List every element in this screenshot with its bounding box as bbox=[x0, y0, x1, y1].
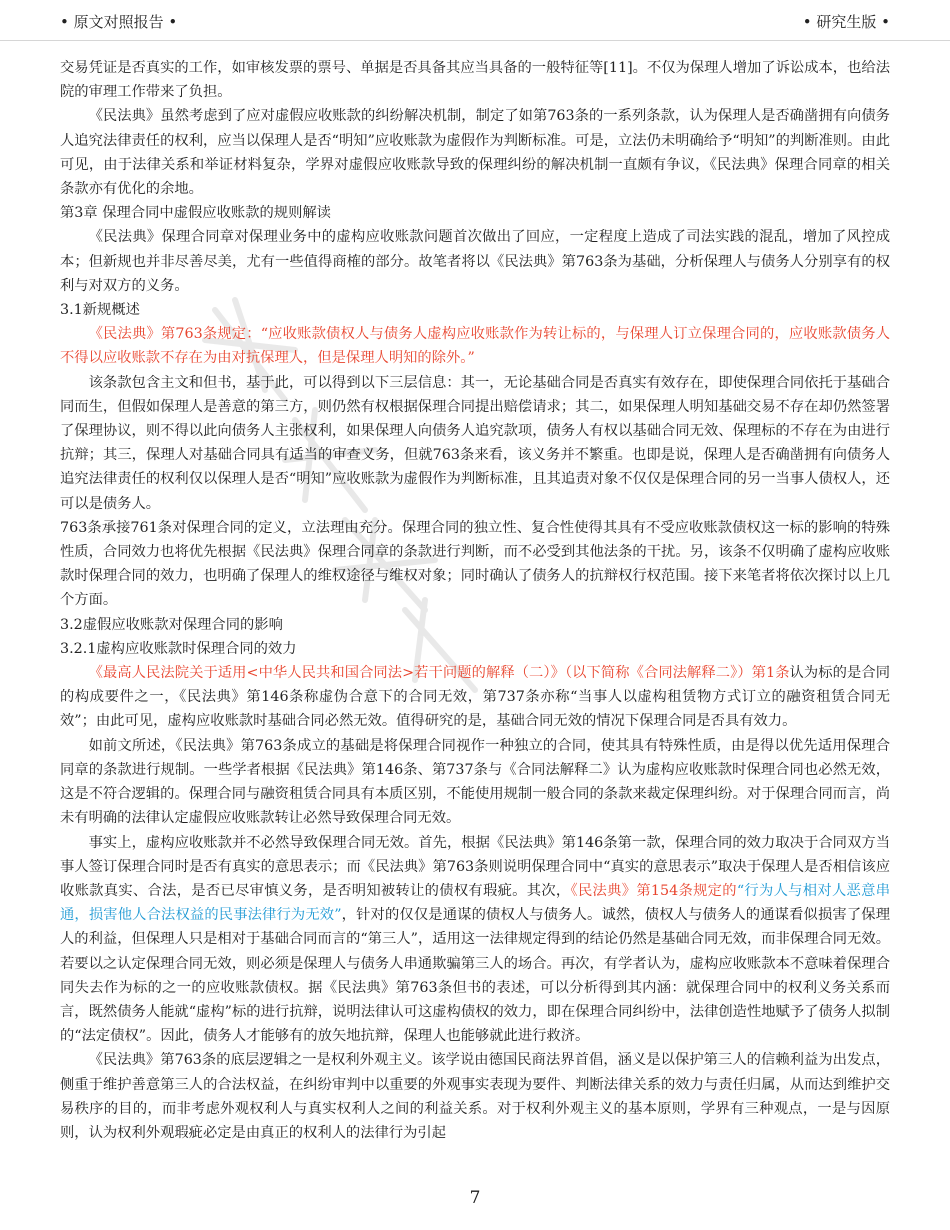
text-run: 第3章 保理合同中虚假应收账款的规则解读 bbox=[60, 205, 331, 222]
paragraph-p4 bbox=[60, 225, 890, 298]
text-run: 该条款包含主文和但书，基于此，可以得到以下三层信息：其一，无论基础合同是否真实有效存在，即使保理合同依托于基础合同而生，但假如保理人是善意的第三方，则仍然有权根据保理合同提出赔偿请求；其二，如果保理人明知基础交易不存在却仍然签署了保理协议，则不得以此向债务人主张权利，如果保理人向债务人追究款项，债务人有权以基础合同无效、保理标的不存在为由进行抗辩；其三，保理人对基础合同具有适当的审查义务，但就763条来看，该义务并不繁重。也即是说，保理人是否确凿拥有向债务人追究法律责任的权利仅以保理人是否“明知”应收账款为虚假作为判断标准，且其追责对象不仅仅是保理合同的另一当事人债权人，还可以是债务人。 bbox=[60, 374, 890, 512]
page-header bbox=[0, 0, 950, 41]
text-run: 事实上，虚构应收账款并不必然导致保理合同无效。首先，根据《民法典》第146条第一款，保理合同的效力取决于合同双方当事人签订保理合同时是否有真实的意思表示；而《民法典》第763条则说明保理合同中“真实的意思表示”取决于保理人是否相信该应收账款真实、合法，是否已尽审慎义务，是否明知被转让的债权有瑕疵。其次， bbox=[60, 834, 890, 899]
paragraph-p6 bbox=[60, 322, 890, 370]
text-run: 《最高人民法院关于适用<中华人民共和国合同法>若干问题的解释（二）》（以下简称《合同法解释二》）第1条 bbox=[88, 665, 790, 682]
report-type-label: • 原文对照报告 • bbox=[60, 13, 178, 31]
paragraph-p13 bbox=[60, 831, 890, 1049]
paragraph-p1 bbox=[60, 56, 890, 104]
paragraph-p5 bbox=[60, 298, 890, 322]
paragraph-p9 bbox=[60, 613, 890, 637]
text-run: ，针对的仅仅是通谋的债权人与债务人。诚然，债权人与债务人的通谋看似损害了保理人的利益，但保理人只是相对于基础合同而言的“第三人”，适用这一法律规定得到的结论仍然是基础合同无效，而非保理合同无效。若要以之认定保理合同无效，则必须是保理人与债务人串通欺骗第三人的场合。再次，有学者认为，虚构应收账款本不意味着保理合同失去作为标的之一的应收账款债权。据《民法典》第763条但书的表述，可以分析得到其内涵：就保理合同中的权利义务关系而言，既然债务人能就“虚构”标的进行抗辩，说明法律认可这虚构债权的效力，即在保理合同纠纷中，法律创造性地赋予了债务人拟制的“法定债权”。因此，债务人才能够有的放矢地抗辩，保理人也能够就此进行救济。 bbox=[60, 907, 891, 1045]
text-run: 交易凭证是否真实的工作，如审核发票的票号、单据是否具备其应当具备的一般特征等[11]。不仅为保理人增加了诉讼成本，也给法院的审理工作带来了负担。 bbox=[60, 60, 890, 101]
text-run: 如前文所述，《民法典》第763条成立的基础是将保理合同视作一种独立的合同，使其具有特殊性质，由是得以优先适用保理合同章的条款进行规制。一些学者根据《民法典》第146条、第737条与《合同法解释二》认为虚构应收账款时保理合同也必然无效，这是不符合逻辑的。保理合同与融资租赁合同具有本质区别，不能使用规制一般合同的条款来裁定保理纠纷。对于保理合同而言，尚未有明确的法律认定虚假应收账款转让必然导致保理合同无效。 bbox=[60, 737, 890, 827]
text-run: 3.2虚假应收账款对保理合同的影响 bbox=[60, 616, 283, 633]
text-run: 763条承接761条对保理合同的定义，立法理由充分。保理合同的独立性、复合性使得其具有不受应收账款债权这一标的影响的特殊性质，合同效力也将优先根据《民法典》保理合同章的条款进行判断，而不必受到其他法条的干扰。另，该条不仅明确了虚构应收账款时保理合同的效力，也明确了保理人的维权途径与维权对象；同时确认了债务人的抗辩权行权范围。接下来笔者将依次探讨以上几个方面。 bbox=[60, 519, 890, 609]
edition-label: • 研究生版 • bbox=[802, 13, 890, 31]
paragraph-p14 bbox=[60, 1048, 890, 1145]
paragraph-p8 bbox=[60, 516, 890, 613]
text-run: 3.1新规概述 bbox=[60, 302, 140, 319]
text-run: 《民法典》虽然考虑到了应对虚假应收账款的纠纷解决机制，制定了如第763条的一系列条款，认为保理人是否确凿拥有向债务人追究法律责任的权利，应当以保理人是否“明知”应收账款为虚假作为判断标准。可是，立法仍未明确给予“明知”的判断准则。由此可见，由于法律关系和举证材料复杂，学界对虚假应收账款导致的保理纠纷的解决机制一直颇有争议，《民法典》保理合同章的相关条款亦有优化的余地。 bbox=[60, 108, 890, 198]
paragraph-p10 bbox=[60, 637, 890, 661]
paragraph-p7 bbox=[60, 371, 890, 516]
page-number: 7 bbox=[469, 1188, 481, 1208]
text-run: 《民法典》第763条的底层逻辑之一是权利外观主义。该学说由德国民商法界首倡，涵义是以保护第三人的信赖利益为出发点，侧重于维护善意第三人的合法权益，在纠纷审判中以重要的外观事实表现为要件、判断法律关系的效力与责任归属，从而达到维护交易秩序的目的，而非考虑外观权利人与真实权利人之间的利益关系。对于权利外观主义的基本原则，学界有三种观点，一是与因原则，认为权利外观瑕疵必定是由真正的权利人的法律行为引起 bbox=[60, 1052, 890, 1141]
text-run: 《民法典》保理合同章对保理业务中的虚构应收账款问题首次做出了回应，一定程度上造成了司法实践的混乱，增加了风控成本；但新规也并非尽善尽美，尤有一些值得商榷的部分。故笔者将以《民法典》第763条为基础，分析保理人与债务人分别享有的权利与对双方的义务。 bbox=[60, 229, 890, 294]
paragraph-p3 bbox=[60, 201, 890, 225]
text-run: 《民法典》第154条规定的 bbox=[570, 882, 737, 899]
document-body bbox=[60, 56, 890, 1145]
text-run: “行为人与相对人恶意串通，损害他人合法权益的民事法律行为无效” bbox=[60, 882, 891, 924]
paragraph-p12 bbox=[60, 734, 890, 831]
paragraph-p2 bbox=[60, 104, 890, 201]
paragraph-p11 bbox=[60, 661, 890, 734]
text-run: 3.2.1虚构应收账款时保理合同的效力 bbox=[60, 640, 297, 657]
text-run: 《民法典》第763条规定：“应收账款债权人与债务人虚构应收账款作为转让标的，与保理人订立保理合同的，应收账款债务人不得以应收账款不存在为由对抗保理人，但是保理人明知的除外。” bbox=[60, 326, 890, 367]
text-run: 认为标的是合同的构成要件之一，《民法典》第146条称虚伪合意下的合同无效，第737条亦称“当事人以虚构租赁物方式订立的融资租赁合同无效”；由此可见，虚构应收账款时基础合同必然无效。值得研究的是，基础合同无效的情况下保理合同是否具有效力。 bbox=[60, 665, 890, 730]
